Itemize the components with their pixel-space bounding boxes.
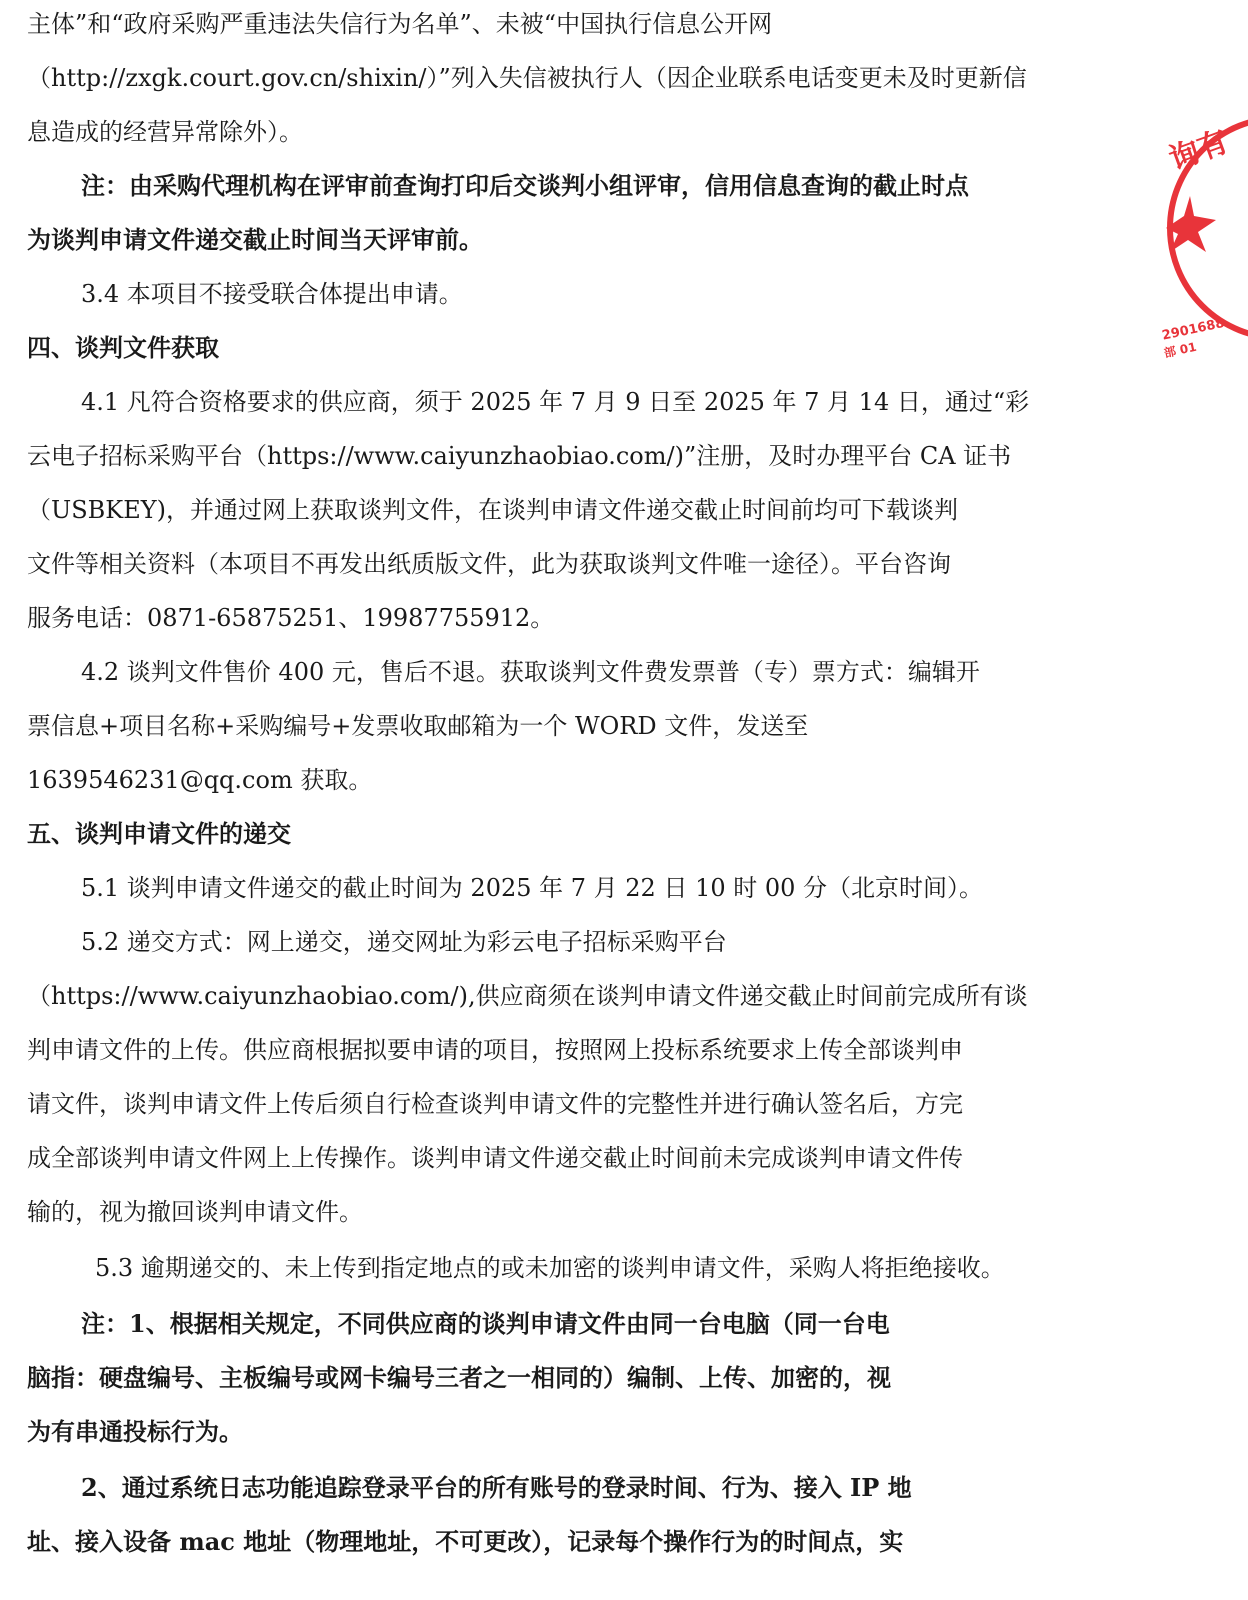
s4-2-line3: 1639546231@qq.com 获取。 [27, 766, 373, 794]
s4-1-line3: （USBKEY)，并通过网上获取谈判文件，在谈判申请文件递交截止时间前均可下载谈判 [27, 496, 958, 524]
p1-line3: 息造成的经营异常除外）。 [27, 118, 303, 146]
section-5-3: 5.3 逾期递交的、未上传到指定地点的或未加密的谈判申请文件，采购人将拒绝接收。 [95, 1254, 1005, 1282]
note2-2-line1: 2、通过系统日志功能追踪登录平台的所有账号的登录时间、行为、接入 IP 地 [81, 1473, 912, 1502]
seal-number-text: 2901688 [1160, 315, 1226, 344]
section-3-4: 3.4 本项目不接受联合体提出申请。 [81, 280, 463, 308]
s4-1-line1: 4.1 凡符合资格要求的供应商，须于 2025 年 7 月 9 日至 2025 年 7 月 14 日，通过“彩 [81, 388, 1030, 416]
note1-line1: 注：由采购代理机构在评审前查询打印后交谈判小组评审，信用信息查询的截止时点 [81, 171, 969, 200]
note2-line2: 脑指：硬盘编号、主板编号或网卡编号三者之一相同的）编制、上传、加密的，视 [27, 1363, 891, 1392]
s4-2-line2: 票信息+项目名称+采购编号+发票收取邮箱为一个 WORD 文件，发送至 [27, 712, 809, 740]
p1-line2: （http://zxgk.court.gov.cn/shixin/）”列入失信被执行人（因企业联系电话变更未及时更新信 [27, 64, 1027, 92]
seal-top-text: 询有 [1164, 124, 1233, 178]
note2-line1: 注：1、根据相关规定，不同供应商的谈判申请文件由同一台电脑（同一台电 [81, 1309, 890, 1338]
note2-2-line2: 址、接入设备 mac 地址（物理地址，不可更改），记录每个操作行为的时间点，实 [27, 1527, 904, 1556]
seal-graphic [1160, 112, 1248, 362]
s5-2-line6: 输的，视为撤回谈判申请文件。 [27, 1198, 363, 1226]
s5-2-line4: 请文件，谈判申请文件上传后须自行检查谈判申请文件的完整性并进行确认签名后，方完 [27, 1090, 963, 1118]
s4-1-line5: 服务电话：0871-65875251、19987755912。 [27, 604, 555, 632]
official-seal [1160, 112, 1248, 362]
s5-2-line3: 判申请文件的上传。供应商根据拟要申请的项目，按照网上投标系统要求上传全部谈判申 [27, 1036, 963, 1064]
s4-1-line4: 文件等相关资料（本项目不再发出纸质版文件，此为获取谈判文件唯一途径）。平台咨询 [27, 550, 951, 578]
heading-section-4: 四、谈判文件获取 [27, 333, 219, 362]
p1-line1: 主体”和“政府采购严重违法失信行为名单”、未被“中国执行信息公开网 [27, 10, 773, 38]
note1-line2: 为谈判申请文件递交截止时间当天评审前。 [27, 225, 483, 254]
heading-section-5: 五、谈判申请文件的递交 [27, 819, 291, 848]
section-5-1: 5.1 谈判申请文件递交的截止时间为 2025 年 7 月 22 日 10 时 00 分（北京时间）。 [81, 874, 984, 902]
s5-2-line5: 成全部谈判申请文件网上上传操作。谈判申请文件递交截止时间前未完成谈判申请文件传 [27, 1144, 963, 1172]
note2-line3: 为有串通投标行为。 [27, 1417, 243, 1446]
seal-bottom-text: 部 01 [1162, 339, 1198, 361]
s5-2-line2: （https://www.caiyunzhaobiao.com/),供应商须在谈判申请文件递交截止时间前完成所有谈 [27, 982, 1028, 1010]
s5-2-line1: 5.2 递交方式：网上递交，递交网址为彩云电子招标采购平台 [81, 928, 727, 956]
s4-2-line1: 4.2 谈判文件售价 400 元，售后不退。获取谈判文件费发票普（专）票方式：编辑开 [81, 658, 980, 686]
s4-1-line2: 云电子招标采购平台（https://www.caiyunzhaobiao.com/)”注册，及时办理平台 CA 证书 [27, 442, 1012, 470]
